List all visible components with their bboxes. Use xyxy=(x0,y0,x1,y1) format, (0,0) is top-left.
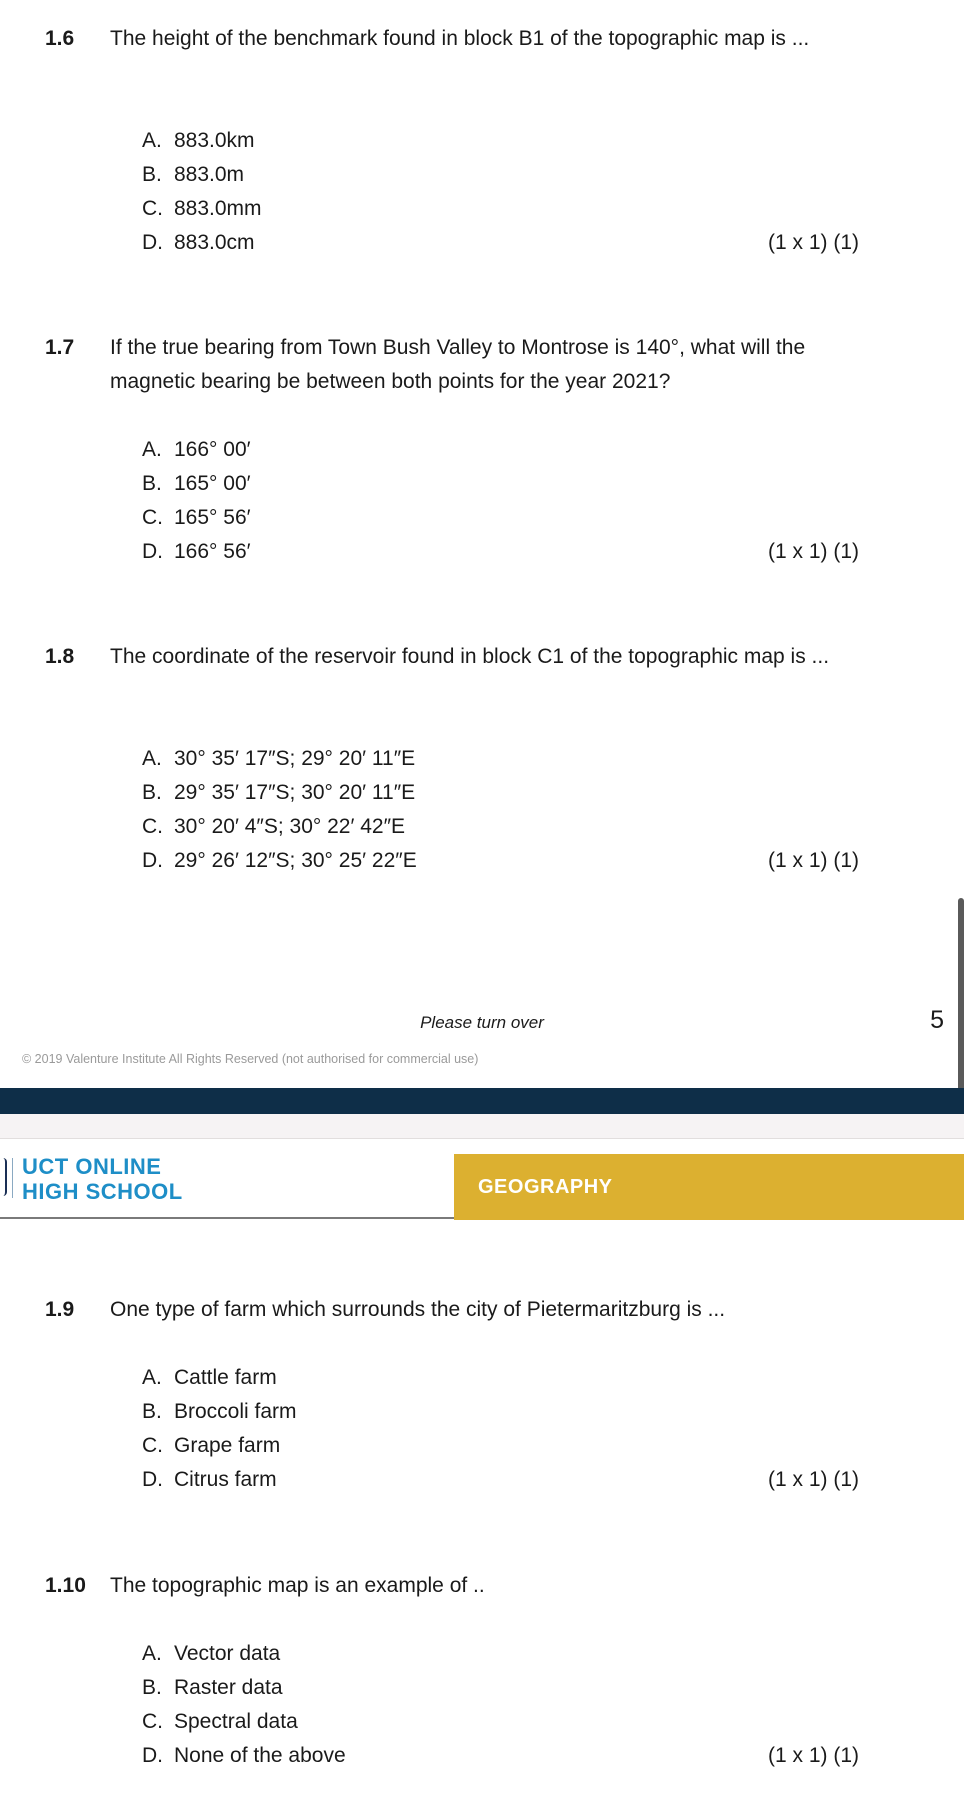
marks-allocation: (1 x 1) (1) xyxy=(767,849,859,872)
option-b: B. Raster data xyxy=(142,1676,283,1699)
question-text: The topographic map is an example of .. xyxy=(110,1574,485,1597)
school-name-line-1: UCT ONLINE xyxy=(22,1154,162,1179)
option-d: D. None of the above xyxy=(142,1744,346,1767)
page-number: 5 xyxy=(930,1006,944,1034)
option-a: A. 883.0km xyxy=(142,129,255,152)
school-logo-icon xyxy=(0,1158,7,1196)
option-a: A. Vector data xyxy=(142,1642,281,1665)
option-c: C. 30° 20′ 4″S; 30° 22′ 42″E xyxy=(142,815,406,838)
please-turn-over: Please turn over xyxy=(420,1013,544,1032)
option-d: D. Citrus farm xyxy=(142,1468,277,1491)
question-text: If the true bearing from Town Bush Valley to Montrose is 140°, what will the magnetic bearing be between both points for the year 2021? xyxy=(110,336,806,393)
page-header xyxy=(0,1154,964,1220)
marks-allocation: (1 x 1) (1) xyxy=(767,540,859,563)
copyright-notice: © 2019 Valenture Institute All Rights Reserved (not authorised for commercial use) xyxy=(22,1052,479,1066)
option-b: B. 165° 00′ xyxy=(142,472,251,495)
logo-divider xyxy=(12,1158,13,1198)
page-gap xyxy=(0,1114,964,1139)
option-a: A. Cattle farm xyxy=(142,1366,277,1389)
option-d: D. 166° 56′ xyxy=(142,540,251,563)
question-text: One type of farm which surrounds the city of Pietermaritzburg is ... xyxy=(110,1298,726,1321)
options-list xyxy=(142,1637,346,1773)
header-rule xyxy=(0,1217,454,1219)
question-text: The coordinate of the reservoir found in block C1 of the topographic map is ... xyxy=(110,645,830,668)
subject-banner: GEOGRAPHY xyxy=(454,1154,964,1220)
school-name xyxy=(22,1154,183,1204)
options-list xyxy=(142,1361,297,1497)
option-c: C. Spectral data xyxy=(142,1710,298,1733)
option-b: B. Broccoli farm xyxy=(142,1400,297,1423)
option-b: B. 883.0m xyxy=(142,163,245,186)
option-a: A. 30° 35′ 17″S; 29° 20′ 11″E xyxy=(142,747,416,770)
option-c: C. Grape farm xyxy=(142,1434,281,1457)
option-d: D. 883.0cm xyxy=(142,231,255,254)
option-a: A. 166° 00′ xyxy=(142,438,251,461)
question-number: 1.9 xyxy=(45,1298,75,1321)
option-d: D. 29° 26′ 12″S; 30° 25′ 22″E xyxy=(142,849,417,872)
question-number: 1.10 xyxy=(45,1574,86,1597)
marks-allocation: (1 x 1) (1) xyxy=(767,1468,859,1491)
option-c: C. 165° 56′ xyxy=(142,506,251,529)
question-number: 1.7 xyxy=(45,336,75,359)
school-name-line-2: HIGH SCHOOL xyxy=(22,1179,183,1204)
option-c: C. 883.0mm xyxy=(142,197,262,220)
options-list xyxy=(142,433,251,569)
question-text: The height of the benchmark found in block B1 of the topographic map is ... xyxy=(110,27,810,50)
marks-allocation: (1 x 1) (1) xyxy=(767,1744,859,1767)
question-number: 1.6 xyxy=(45,27,75,50)
option-b: B. 29° 35′ 17″S; 30° 20′ 11″E xyxy=(142,781,416,804)
question-number: 1.8 xyxy=(45,645,75,668)
scrollbar[interactable] xyxy=(958,898,964,1116)
options-list xyxy=(142,124,262,260)
options-list xyxy=(142,742,417,878)
marks-allocation: (1 x 1) (1) xyxy=(767,231,859,254)
page-footer-bar xyxy=(0,1088,964,1114)
